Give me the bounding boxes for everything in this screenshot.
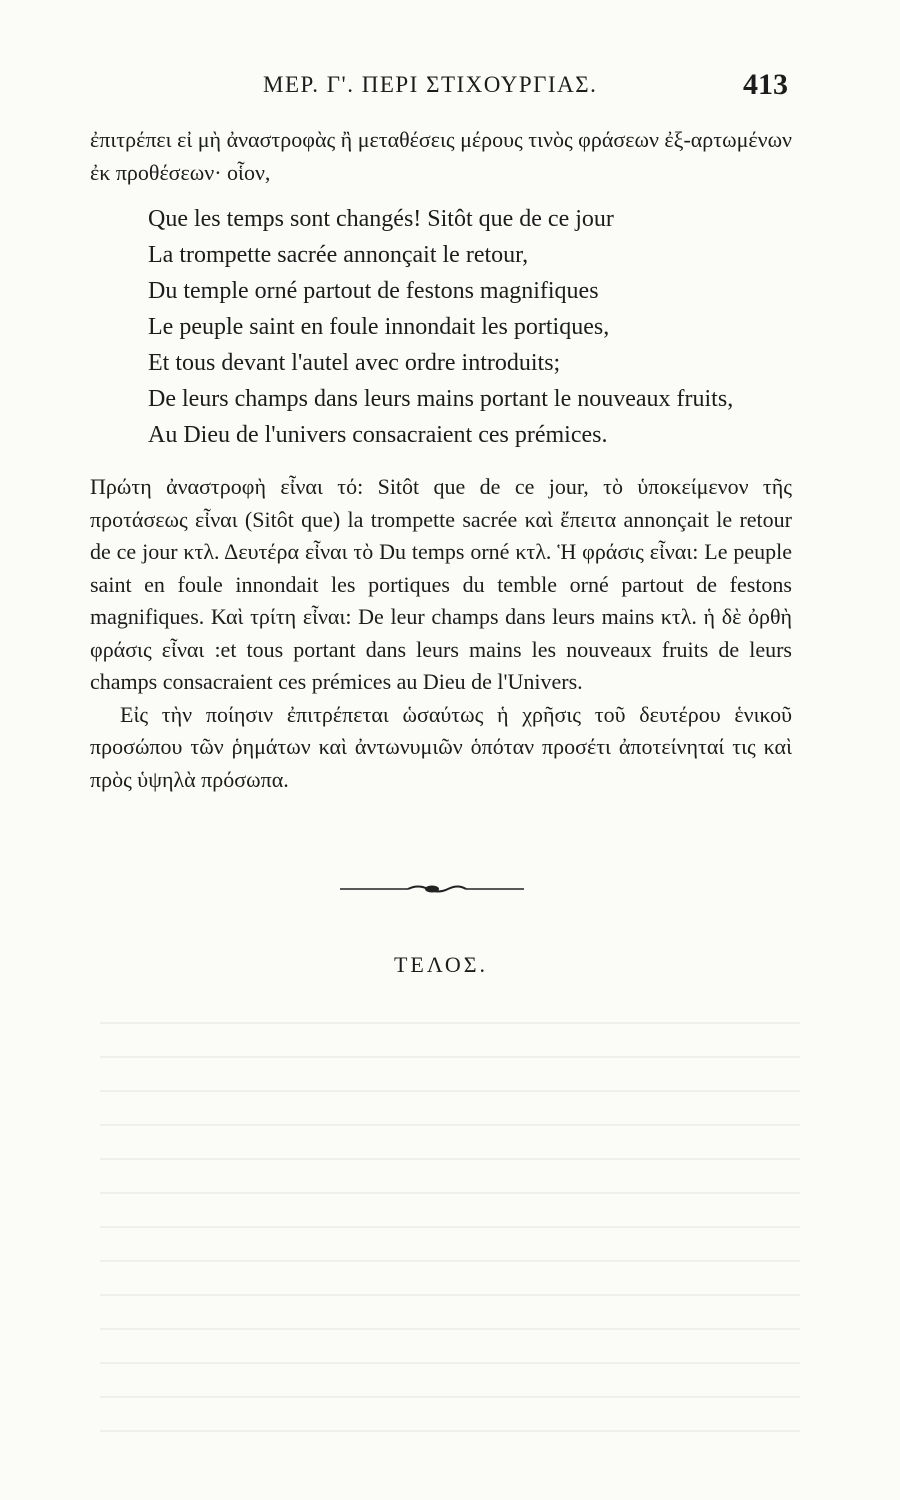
poem-line: De leurs champs dans leurs mains portant le nouveaux fruits, (148, 386, 734, 412)
end-ornament (338, 882, 526, 896)
poem-line: Du temple orné partout de festons magnifiques (148, 278, 599, 304)
analysis-paragraph: Πρώτη ἀναστροφὴ εἶναι τό: Sitôt que de ce jour, τὸ ὑποκείμενον τῆς προτάσεως εἶναι (Sitôt que) la trompette sacrée καὶ ἔπειτα annonçait le retour de ce jour κτλ. Δευτέρα εἶναι τὸ Du temps orné κτλ. Ἡ φράσις εἶναι: Le peuple saint en foule innondait les portiques du temble orné partout de festons magnifiques. Καὶ τρίτη εἶναι: De leur champs dans leurs mains κτλ. ἡ δὲ ὀρθὴ φράσις εἶναι :et tous portant dans leurs mains les nouveaux fruits de leurs champs consacraient ces prémices au Dieu de l'Univers. (90, 474, 792, 694)
end-title: ΤΕΛΟΣ. (393, 952, 489, 977)
closing-paragraph: Εἰς τὴν ποίησιν ἐπιτρέπεται ὡσαύτως ἡ χρῆσις τοῦ δευτέρου ἑνικοῦ προσώπου τῶν ῥημάτων καὶ ἀντωνυμιῶν ὁπόταν προσέτι ἀποτείνηταί τις καὶ πρὸς ὑψηλὰ πρόσωπα. (90, 701, 792, 792)
poem-line: La trompette sacrée annonçait le retour, (148, 242, 529, 268)
poem-line: Que les temps sont changés! Sitôt que de ce jour (148, 206, 614, 232)
running-head (88, 68, 792, 106)
poem-block (148, 201, 792, 453)
show-through-texture (100, 1000, 800, 1460)
page-number: 413 (743, 68, 788, 101)
poem-line: Au Dieu de l'univers consacraient ces prémices. (148, 422, 608, 448)
body-text (90, 124, 792, 796)
intro-paragraph: ἐπιτρέπει εἰ μὴ ἀναστροφὰς ἢ μεταθέσεις μέρους τινὸς φράσεων ἐξ-αρτωμένων ἐκ προθέσεων· οἷον, (90, 127, 792, 185)
poem-line: Et tous devant l'autel avec ordre introduits; (148, 350, 561, 376)
running-title: ΜΕΡ. Γ'. ΠΕΡΙ ΣΤΙΧΟΥΡΓΙΑΣ. (263, 72, 598, 97)
poem-line: Le peuple saint en foule innondait les portiques, (148, 314, 610, 340)
